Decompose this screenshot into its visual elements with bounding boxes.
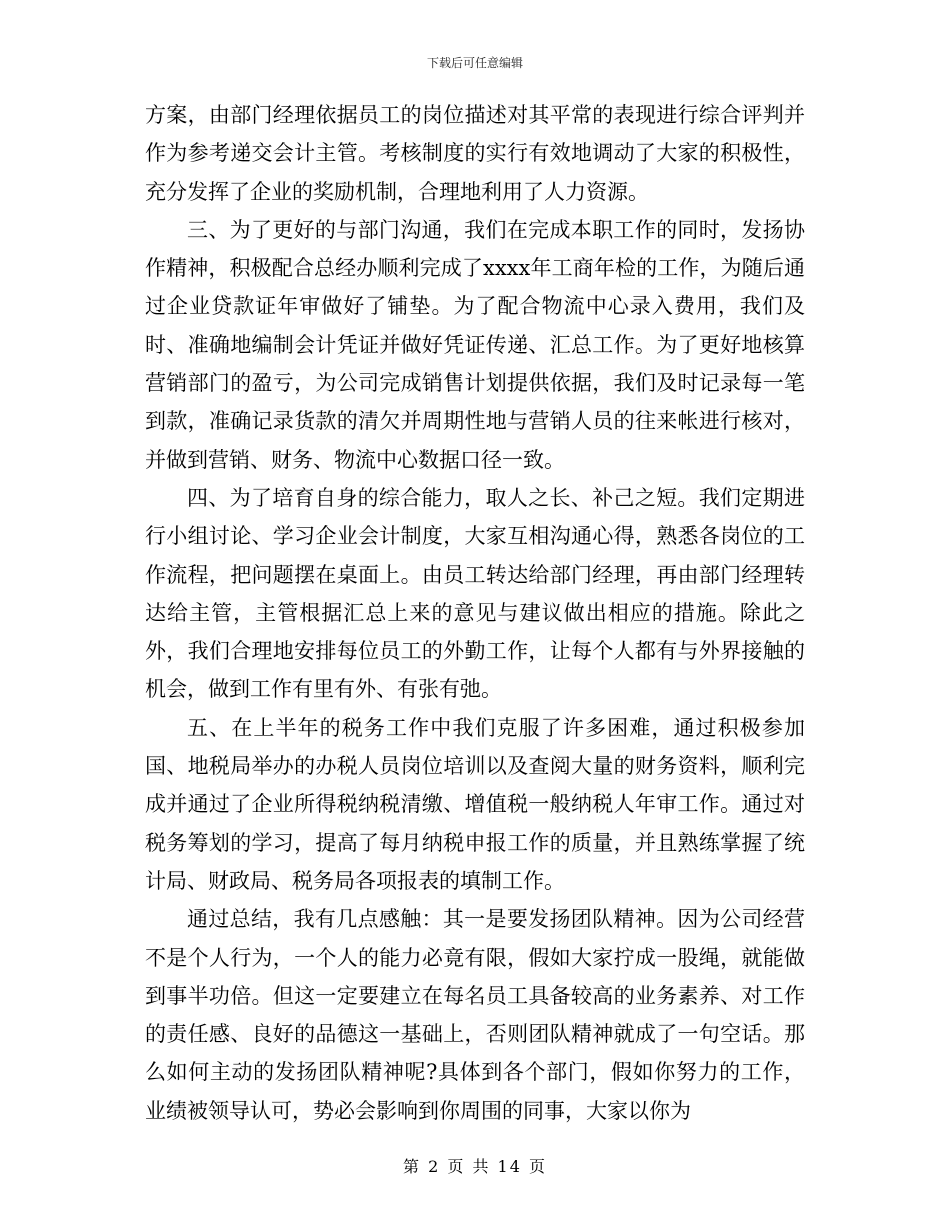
- paragraph-1: 方案，由部门经理依据员工的岗位描述对其平常的表现进行综合评判并作为参考递交会计主管。考核制度的实行有效地调动了大家的积极性，充分发挥了企业的奖励机制，合理地利用了人力资源。: [145, 103, 805, 204]
- page-header: 下载后可任意编辑: [426, 56, 523, 70]
- paragraph-3: 四、为了培育自身的综合能力，取人之长、补己之短。我们定期进行小组讨论、学习企业会计制度，大家互相沟通心得，熟悉各岗位的工作流程，把问题摆在桌面上。由员工转达给部门经理，再由部门经理转达给主管，主管根据汇总上来的意见与建议做出相应的措施。除此之外，我们合理地安排每位员工的外勤工作，让每个人都有与外界接触的机会，做到工作有里有外、有张有弛。: [145, 485, 805, 702]
- paragraph-5: 通过总结，我有几点感触：其一是要发扬团队精神。因为公司经营不是个人行为，一个人的能力必竟有限，假如大家拧成一股绳，就能做到事半功倍。但这一定要建立在每名员工具备较高的业务素养、对工作的责任感、良好的品德这一基础上，否则团队精神就成了一句空话。那么如何主动的发扬团队精神呢?具体到各个部门，假如你努力的工作，业绩被领导认可，势必会影响到你周围的同事，大家以你为: [145, 907, 805, 1123]
- paragraph-4: 五、在上半年的税务工作中我们克服了许多困难，通过积极参加国、地税局举办的办税人员岗位培训以及查阅大量的财务资料，顺利完成并通过了企业所得税纳税清缴、增值税一般纳税人年审工作。通过对税务筹划的学习，提高了每月纳税申报工作的质量，并且熟练掌握了统计局、财政局、税务局各项报表的填制工作。: [145, 715, 805, 893]
- paragraph-2: 三、为了更好的与部门沟通，我们在完成本职工作的同时，发扬协作精神，积极配合总经办顺利完成了xxxx年工商年检的工作，为随后通过企业贷款证年审做好了铺垫。为了配合物流中心录入费用，我们及时、准确地编制会计凭证并做好凭证传递、汇总工作。为了更好地核算营销部门的盈亏，为公司完成销售计划提供依据，我们及时记录每一笔到款，准确记录货款的清欠并周期性地与营销人员的往来帐进行核对，并做到营销、财务、物流中心数据口径一致。: [145, 217, 805, 472]
- page-footer: 第 2 页 共 14 页: [403, 1157, 547, 1176]
- document-body: [145, 96, 805, 1130]
